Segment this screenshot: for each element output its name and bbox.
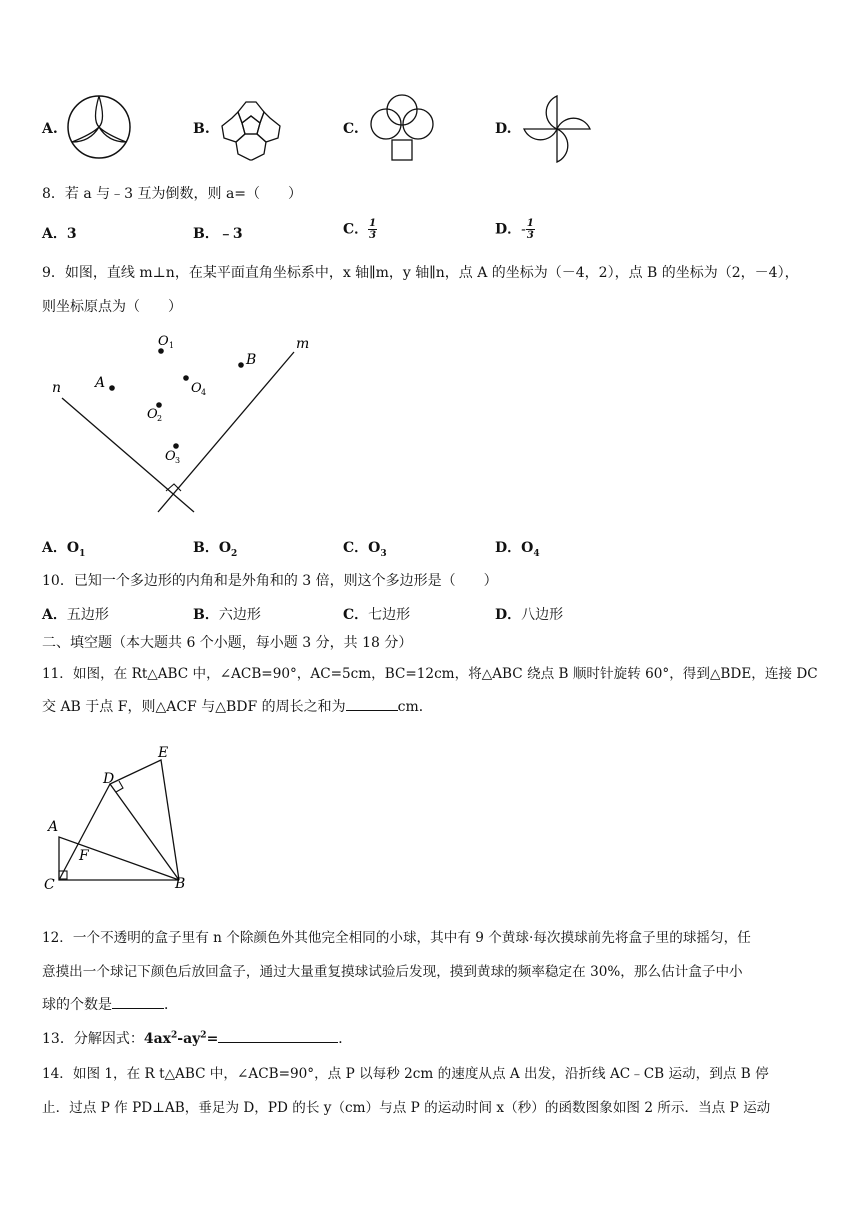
section2-title: 二、填空题（本大题共 6 个小题，每小题 3 分，共 18 分）	[42, 635, 413, 651]
q8-option-a	[42, 223, 77, 243]
q8-option-c	[343, 218, 377, 241]
q8-option-d-fraction	[526, 218, 535, 241]
q8-option-c-letter: C．	[343, 221, 369, 238]
q13-line	[42, 1028, 352, 1048]
segment-dc	[59, 784, 110, 880]
label-o1: O	[158, 334, 169, 349]
q10-option-c-text: 七边形	[368, 607, 411, 623]
q10-option-d-text: 八边形	[521, 607, 564, 623]
q9-option-b-letter: B．	[193, 540, 219, 556]
q9-option-d-letter: D．	[495, 540, 522, 556]
q9-option-b-sub: 2	[231, 548, 238, 559]
q10-option-c	[343, 604, 410, 624]
fraction-denominator: 3	[369, 230, 377, 241]
q8-option-d	[495, 218, 535, 241]
q9-option-a	[42, 537, 85, 559]
q8-option-a-letter: A．	[42, 226, 67, 242]
fraction-denominator: 3	[526, 230, 534, 241]
q13-suffix: ．	[338, 1031, 353, 1047]
q10-stem: 10．已知一个多边形的内角和是外角和的 3 倍，则这个多边形是（ ）	[42, 573, 498, 589]
point-o4	[183, 375, 189, 381]
label-o3-sub: 3	[175, 456, 181, 465]
label-d: D	[103, 771, 115, 787]
q9-option-b-text: O	[218, 540, 232, 556]
q12-text: 球的个数是	[42, 997, 112, 1013]
q13-expression	[144, 1031, 218, 1047]
q7-option-c-letter: C.	[343, 121, 359, 137]
q9-option-d	[495, 537, 540, 559]
label-b: B	[246, 352, 257, 368]
q8-option-d-letter: D．	[495, 221, 522, 238]
q7-option-b-letter: B.	[193, 121, 210, 137]
q8-stem: 8．若 a 与﹣3 互为倒数，则 a=（ ）	[42, 186, 303, 202]
q13-expr-a: 4ax	[143, 1031, 171, 1047]
q13-expr-b: -ay	[177, 1031, 201, 1047]
q11-stem-line2	[42, 696, 433, 716]
q10-option-a-letter: A．	[42, 607, 67, 623]
q11-answer-blank[interactable]	[346, 710, 398, 711]
right-angle-d	[116, 781, 123, 792]
label-b: B	[175, 876, 186, 892]
q8-option-b-text: ﹣3	[218, 226, 243, 242]
q14-line1: 14．如图 1，在 R t△ABC 中，∠ACB=90°，点 P 以每秒 2cm 的速度从点 A 出发，沿折线 AC﹣CB 运动，到点 B 停	[42, 1066, 769, 1082]
q8-option-c-fraction	[368, 218, 377, 241]
triangle-abc	[59, 837, 179, 880]
q9-option-b	[193, 537, 237, 559]
q8-option-b-letter: B．	[193, 226, 219, 242]
q10-option-a-text: 五边形	[66, 607, 109, 623]
q7-figure-b	[216, 94, 286, 164]
q9-option-c-text: O	[368, 540, 381, 556]
label-o4-sub: 4	[201, 388, 207, 397]
q10-option-b-text: 六边形	[218, 607, 261, 623]
q12-answer-blank[interactable]	[112, 1008, 164, 1009]
q10-option-a	[42, 604, 109, 624]
q12-period: ．	[164, 997, 178, 1013]
q10-option-b	[193, 604, 261, 624]
fraction-numerator: 1	[526, 218, 534, 229]
q7-figure-a	[66, 94, 132, 160]
q9-option-a-sub: 1	[79, 548, 86, 559]
q9-figure	[40, 330, 320, 520]
q7-option-d-letter: D.	[495, 121, 512, 137]
q9-stem-line1: 9．如图，直线 m⊥n，在某平面直角坐标系中，x 轴∥m，y 轴∥n，点 A 的坐标为（－4，2），点 B 的坐标为（2，－4），	[42, 265, 799, 281]
q7-figure-d	[522, 94, 592, 164]
label-e: E	[158, 745, 169, 761]
q9-option-d-text: O	[521, 540, 534, 556]
label-c: C	[44, 877, 55, 893]
q10-option-d-letter: D．	[495, 607, 522, 623]
q9-option-c-letter: C．	[343, 540, 369, 556]
q12-line2: 意摸出一个球记下颜色后放回盒子，通过大量重复摸球试验后发现，摸到黄球的频率稳定在 30%，那么估计盒子中小	[42, 964, 743, 980]
q12-line1: 12．一个不透明的盒子里有 n 个除颜色外其他完全相同的小球，其中有 9 个黄球·每次摸球前先将盒子里的球摇匀，任	[42, 930, 751, 946]
label-o2-sub: 2	[157, 414, 163, 423]
label-n: n	[52, 380, 62, 396]
q10-option-b-letter: B．	[193, 607, 219, 623]
triangle-bde	[110, 760, 179, 880]
q10-option-c-letter: C．	[343, 607, 369, 623]
q13-sup1: 2	[171, 1030, 178, 1041]
q12-line3	[42, 994, 178, 1014]
point-a	[109, 385, 115, 391]
q9-option-a-letter: A．	[42, 540, 67, 556]
q11-stem-text: 交 AB 于点 F，则△ACF 与△BDF 的周长之和为	[42, 699, 346, 715]
q9-option-d-sub: 4	[533, 548, 540, 559]
q13-answer-blank[interactable]	[218, 1042, 338, 1043]
label-o1-sub: 1	[169, 341, 175, 350]
q8-option-d-sign: -	[521, 221, 526, 238]
point-o1	[158, 348, 164, 354]
q9-option-a-text: O	[66, 540, 80, 556]
q9-option-c	[343, 537, 387, 559]
q9-option-c-sub: 3	[380, 548, 387, 559]
label-o3: O	[165, 449, 176, 464]
q11-unit: cm．	[397, 699, 433, 715]
label-f: F	[79, 848, 89, 864]
label-m: m	[296, 336, 310, 352]
q13-sup2: 2	[200, 1030, 207, 1041]
fraction-numerator: 1	[369, 218, 377, 229]
label-a: A	[48, 819, 59, 835]
label-o4: O	[191, 381, 202, 396]
q8-option-a-text: 3	[66, 226, 77, 242]
label-o2: O	[147, 407, 158, 422]
point-o3	[173, 443, 179, 449]
q10-option-d	[495, 604, 563, 624]
q8-option-b	[193, 223, 243, 243]
q11-stem-line1: 11．如图，在 Rt△ABC 中，∠ACB=90°，AC=5cm，BC=12cm，将△ABC 绕点 B 顺时针旋转 60°，得到△BDE，连接 DC	[42, 666, 818, 682]
q7-figure-c	[370, 94, 434, 164]
label-a: A	[95, 375, 106, 391]
q14-line2: 止．过点 P 作 PD⊥AB，垂足为 D，PD 的长 y（cm）与点 P 的运动时间 x（秒）的函数图象如图 2 所示．当点 P 运动	[42, 1100, 771, 1116]
q7-option-a-letter: A.	[42, 121, 58, 137]
point-b	[238, 362, 244, 368]
q9-stem-line2: 则坐标原点为（ ）	[42, 299, 182, 315]
q13-prefix: 13．分解因式：	[42, 1031, 144, 1047]
q11-figure	[40, 740, 200, 900]
q13-expr-c: =	[206, 1031, 219, 1047]
